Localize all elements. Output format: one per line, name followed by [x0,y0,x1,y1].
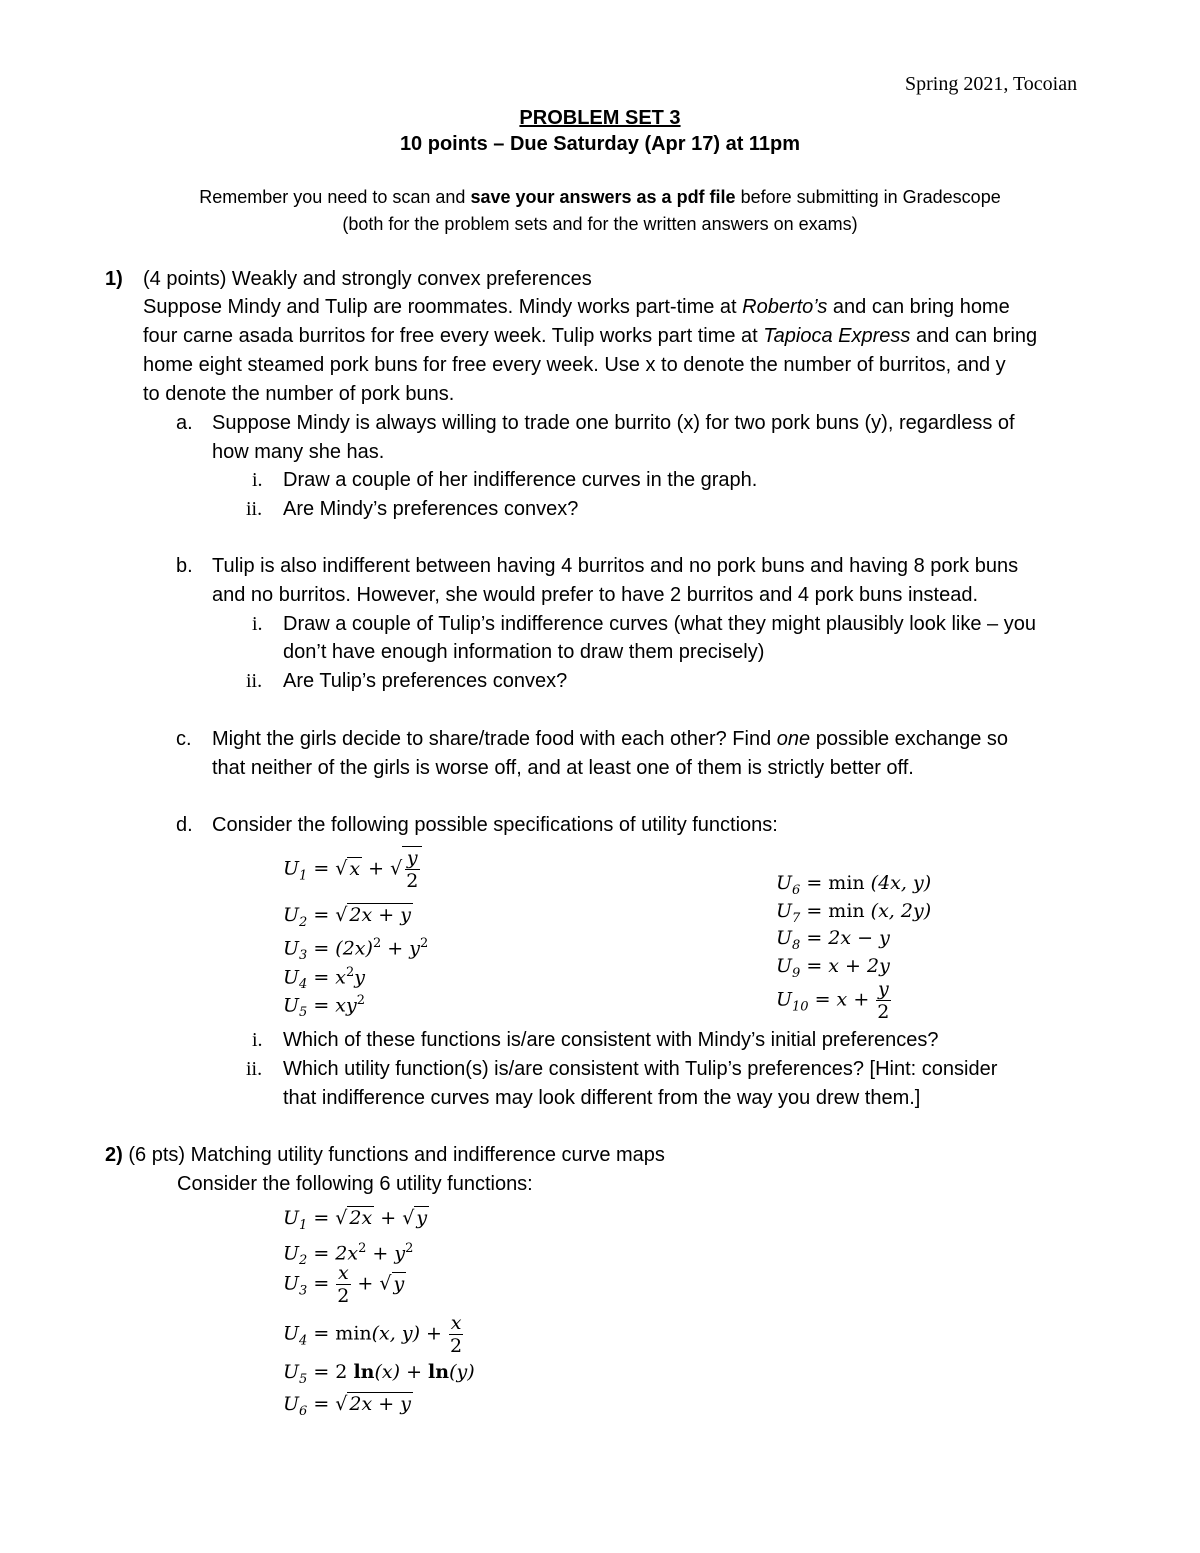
q2-u3: $U_3$ = $\frac{x}{2}$ + √ y [283,1262,405,1307]
q1-intro-line-2 [143,322,1037,351]
reminder-line-2: (both for the problem sets and for the written answers on exams) [342,214,858,234]
q1-intro-line-3: home eight steamed pork buns for free every week. Use x to denote the number of burritos, and y [143,354,1006,376]
q2-intro: Consider the following 6 utility functions: [177,1173,533,1195]
q1c-emphasis: one [776,728,811,750]
q1a-i-label: i. [252,469,263,491]
q1a-ii-label: ii. [246,498,263,520]
q1d-label: d. [176,814,193,836]
q1d-u10: $U_{10} = x$ + $\frac{y}{2}$ [776,978,890,1023]
q1d-u8: $U_8 = 2x - y$ [776,927,890,953]
q1c-line-2: that neither of the girls is worse off, and at least one of them is strictly better off. [212,757,914,779]
reminder-text-a: Remember you need to scan and [199,187,471,207]
q1b-line-1: Tulip is also indifferent between having 4 burritos and no pork buns and having 8 pork buns [212,555,1019,577]
q2-u2: $U_2 = 2x^2 + y^2$ [283,1241,414,1269]
due-date: 10 points – Due Saturday (Apr 17) at 11pm [399,133,801,155]
q1c-text: possible exchange so [810,728,1009,750]
q1d-ii-line-1: Which utility function(s) is/are consistent with Tulip’s preferences? [Hint: consider [283,1058,998,1080]
q1a-line-2: how many she has. [212,441,385,463]
q1a-label: a. [176,412,193,434]
page-title: PROBLEM SET 3 [519,107,681,129]
q1d-i-label: i. [252,1029,263,1051]
reminder-text-c: before submitting in Gradescope [735,187,1001,207]
q1-roberto: Roberto’s [742,296,828,318]
course-info: Spring 2021, Tocoian [905,73,1078,95]
q1d-u9: $U_9 = x + 2y$ [776,955,890,981]
q1d-u3: $U_3 = (2x)^2 + y^2$ [283,936,429,964]
q1d-u5: $U_5 = xy^2$ [283,993,366,1021]
q2-number: 2) [105,1144,123,1166]
q1c-text: Might the girls decide to share/trade food with each other? Find [212,728,777,750]
q1a-line-1: Suppose Mindy is always willing to trade one burrito (x) for two pork buns (y), regardless of [212,412,1015,434]
q1c-label: c. [176,728,192,750]
q2-heading [105,1141,665,1170]
q1a-i-text: Draw a couple of her indifference curves in the graph. [283,469,758,491]
q2-u1: $U_1$ = √ 2x + √ y [283,1207,428,1233]
q1b-label: b. [176,555,193,577]
q1d-u7: $U_7 = \min (x$, 2y) [776,900,932,926]
reminder-text-b: save your answers as a pdf file [470,187,736,207]
q2-u6: $U_6$ = √ 2x + y [283,1393,411,1419]
q1-number: 1) [105,268,123,290]
q1d-u1: $U_1$ = √ x + √ $\frac{y}{2}$ [283,846,422,892]
q2-u4: $U_4 = \min(x$, y) + $\frac{x}{2}$ [283,1312,463,1357]
q1a-ii-text: Are Mindy’s preferences convex? [283,498,579,520]
q1c-line-1 [212,725,1008,754]
q1d-ii-line-2: that indifference curves may look different from the way you drew them.] [283,1087,921,1109]
q1d-ii-label: ii. [246,1058,263,1080]
q2-title: (6 pts) Matching utility functions and indifference curve maps [122,1144,665,1166]
q1b-i-label: i. [252,613,263,635]
q1-intro-line-1 [143,293,1010,322]
q1-intro-text: and can bring [910,325,1038,347]
q1b-i-line-2: don’t have enough information to draw them precisely) [283,641,765,663]
q1d-u6: $U_6 = \min (4x$, y) [776,872,932,898]
q1d-u4: $U_4 = x^2y$ [283,965,366,993]
q1b-ii-label: ii. [246,670,263,692]
q1b-ii-text: Are Tulip’s preferences convex? [283,670,568,692]
q1b-i-line-1: Draw a couple of Tulip’s indifference curves (what they might plausibly look like – you [283,613,1036,635]
q1-intro-text: Suppose Mindy and Tulip are roommates. Mindy works part-time at [143,296,743,318]
q1d-u2: $U_2$ = √ 2x + y [283,904,411,930]
q1-intro-text: and can bring home [827,296,1010,318]
q1-intro-line-4: to denote the number of pork buns. [143,383,455,405]
q2-u5: $U_5 = 2$ ln(x) + ln(y) [283,1361,475,1387]
q1b-line-2: and no burritos. However, she would prefer to have 2 burritos and 4 pork buns instead. [212,584,979,606]
reminder-line-1 [0,184,1200,210]
q1-tapioca: Tapioca Express [763,325,911,347]
q1-intro-text: four carne asada burritos for free every week. Tulip works part time at [143,325,764,347]
q1-title: (4 points) Weakly and strongly convex preferences [143,268,592,290]
q1d-i-text: Which of these functions is/are consistent with Mindy’s initial preferences? [283,1029,939,1051]
q1d-text: Consider the following possible specifications of utility functions: [212,814,778,836]
